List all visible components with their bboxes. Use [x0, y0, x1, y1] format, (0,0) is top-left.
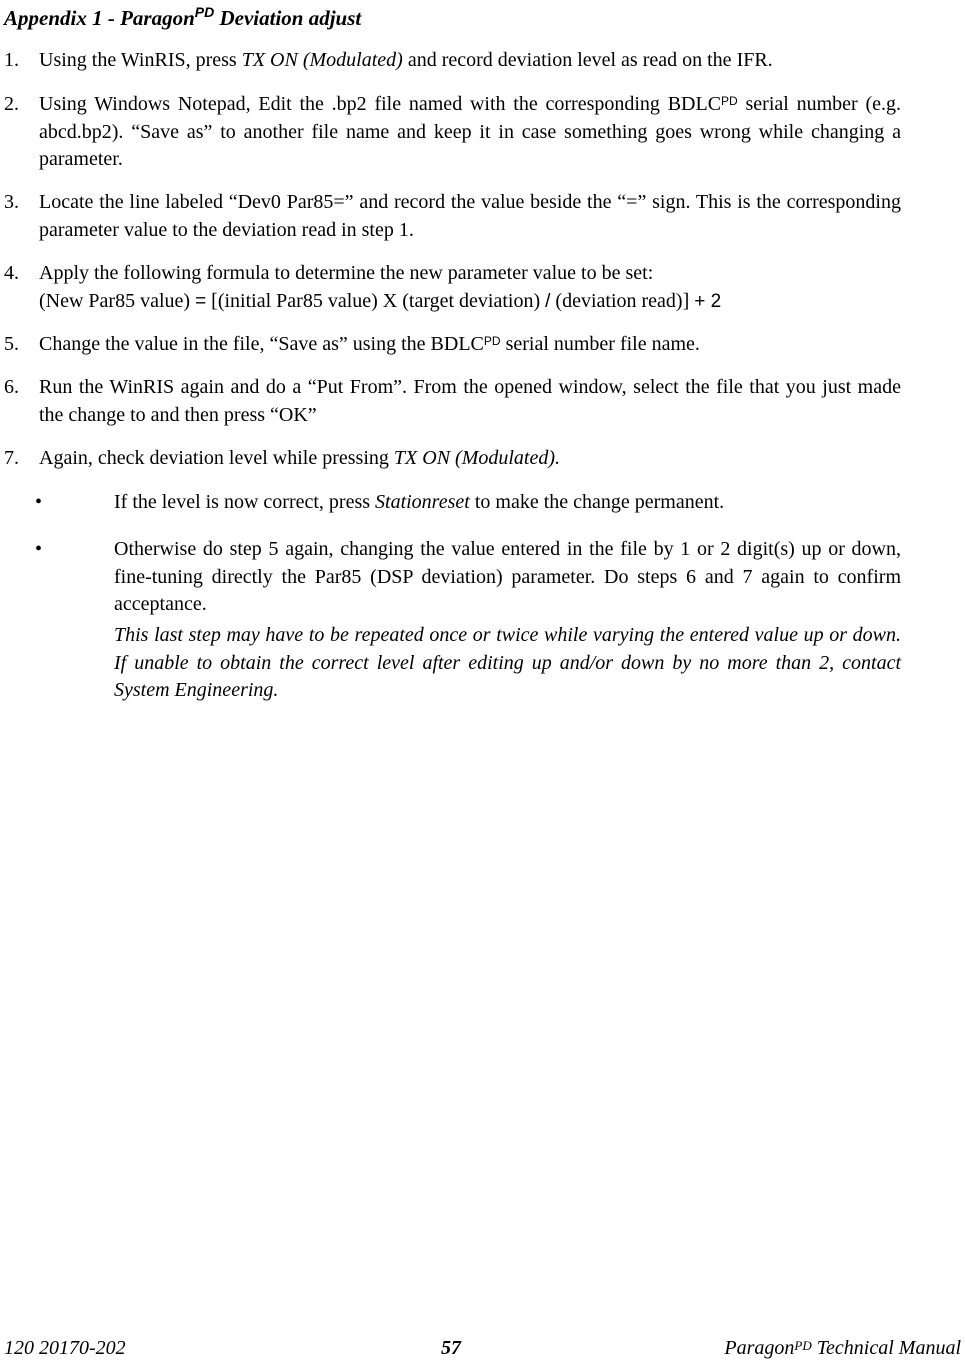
- note-paragraph: This last step may have to be repeated once or twice while varying the entered value up or down. If unable to obtain the correct level after editing up and/or down by no more than 2, contact System Engineering.: [114, 624, 901, 701]
- footer-manual-title: Paragon$^{PD}$ Technical Manual: [724, 1337, 961, 1359]
- bullet-2: [0, 536, 901, 619]
- step-4: 4. Apply the following formula to determine the new parameter value to be set: (New Par85 value) = [(initial Par85 value) X (target deviation) / (deviation read)] + 2: [0, 260, 901, 315]
- footer-doc-number: 120 20170-202: [4, 1337, 126, 1359]
- step-1-text: Using the WinRIS, press TX ON (Modulated) and record deviation level as read on the IFR.: [39, 49, 773, 71]
- step-5-text: Change the value in the file, “Save as” using the $BDLC^{PD}$ serial number file name.: [39, 333, 700, 355]
- step-2-text: Using Windows Notepad, Edit the .bp2 file named with the corresponding $BDLC^{PD}$ serial number (e.g. abcd.bp2). “Save as” to another file name and keep it in case something goes wrong while changing a parameter.: [39, 93, 901, 170]
- bullet-icon: •: [35, 491, 43, 513]
- step-7-text: Again, check deviation level while pressing TX ON (Modulated).: [39, 447, 560, 469]
- step-3-text: Locate the line labeled “Dev0 Par85=” and record the value beside the “=” sign. This is the corresponding parameter value to the deviation read in step 1.: [39, 191, 901, 241]
- step-7: 7. Again, check deviation level while pressing TX ON (Modulated).: [0, 445, 901, 473]
- step-4-text: Apply the following formula to determine the new parameter value to be set: (New Par85 value) = [(initial Par85 value) X (target deviation) / (deviation read)] + 2: [39, 260, 901, 315]
- step-5: 5. Change the value in the file, “Save as” using the $BDLC^{PD}$ serial number file name.: [0, 331, 901, 359]
- bullet-icon: •: [35, 538, 43, 560]
- bullet-1-text: If the level is now correct, press Stationreset to make the change permanent.: [114, 491, 725, 513]
- step-6: 6. Run the WinRIS again and do a “Put From”. From the opened window, select the file that you just made the change to and then press “OK”: [0, 374, 901, 429]
- bullet-1: [0, 489, 901, 517]
- formula: (New Par85 value) = [(initial Par85 value) X (target deviation) / (deviation read)] + 2: [39, 289, 722, 312]
- bullet-2-text: Otherwise do step 5 again, changing the value entered in the file by 1 or 2 digit(s) up or down, fine-tuning directly the Par85 (DSP deviation) parameter. Do steps 6 and 7 again to confirm acceptance.: [114, 538, 901, 615]
- step-6-text: Run the WinRIS again and do a “Put From”. From the opened window, select the file that you just made the change to and then press “OK”: [39, 376, 901, 426]
- page-title: Appendix 1 - Paragon$^{PD}$ Deviation adjust: [4, 4, 362, 30]
- step-1: 1. Using the WinRIS, press TX ON (Modulated) and record deviation level as read on the IFR.: [0, 47, 901, 75]
- footer-page-number: 57: [441, 1337, 461, 1359]
- step-3: 3. Locate the line labeled “Dev0 Par85=” and record the value beside the “=” sign. This is the corresponding parameter value to the deviation read in step 1.: [0, 189, 901, 244]
- step-2: 2. Using Windows Notepad, Edit the .bp2 file named with the corresponding $BDLC^{PD}$ serial number (e.g. abcd.bp2). “Save as” to another file name and keep it in case something goes wrong while changing a parameter.: [0, 91, 901, 174]
- title-superscript: PD: [194, 4, 215, 20]
